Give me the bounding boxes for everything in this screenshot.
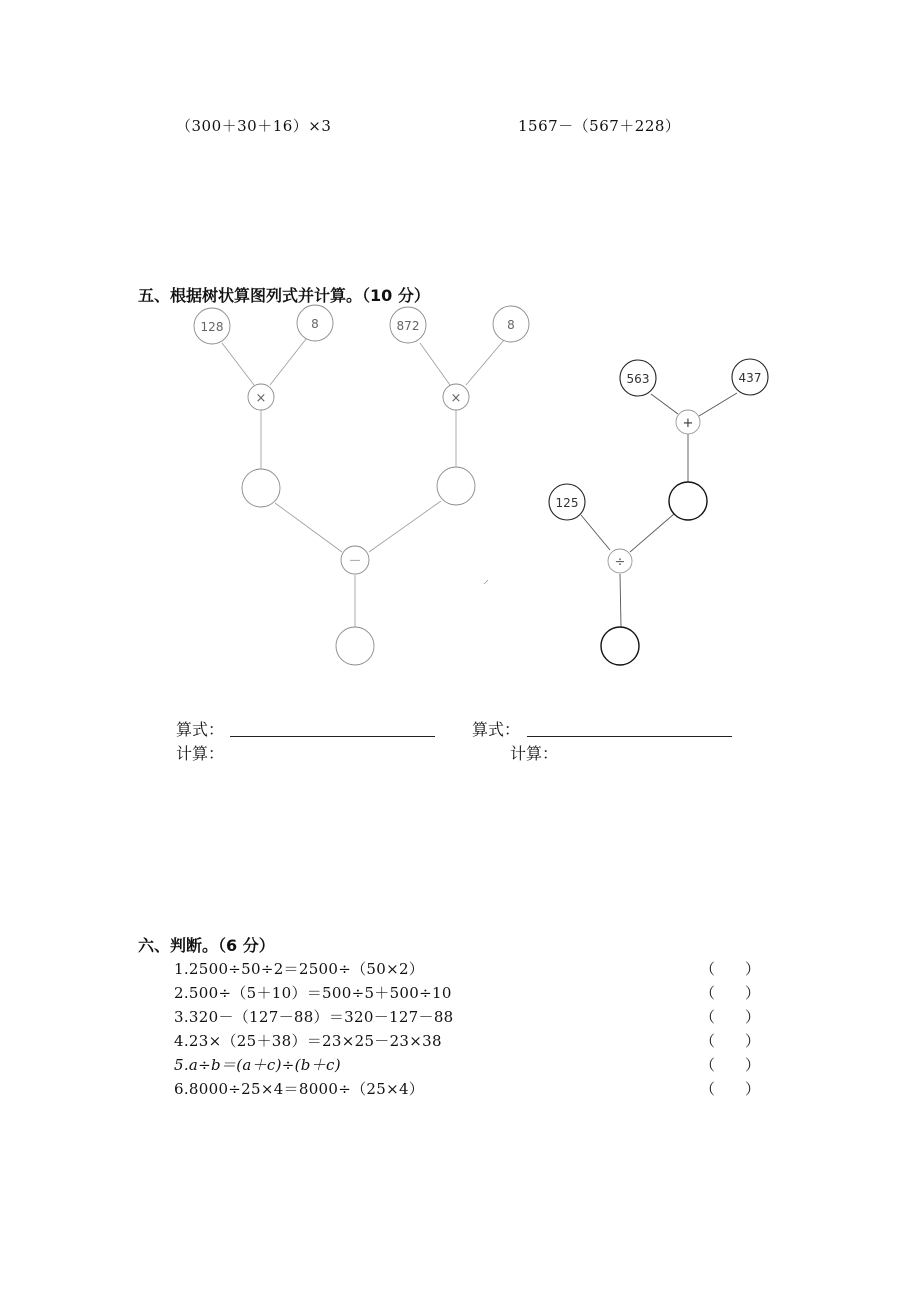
tree1-result-final <box>336 627 374 665</box>
tree1-n1: 128 <box>200 320 224 334</box>
tree1-n3: 872 <box>396 319 420 333</box>
tree1-op1: × <box>255 391 267 406</box>
calc-label-1: 计算： <box>176 744 225 763</box>
judge-item-2: 2.500÷（5＋10）＝500÷5＋500÷10 <box>174 984 452 1002</box>
section5-title: 五、根据树状算图列式并计算。（10 分） <box>138 286 430 305</box>
tree1-n2: 8 <box>311 317 319 331</box>
answer-paren-5[interactable]: （ ） <box>700 1056 761 1074</box>
answer-paren-2[interactable]: （ ） <box>700 984 761 1002</box>
tree2-op1: + <box>682 416 694 431</box>
tree1-result-1 <box>242 469 280 507</box>
tree2-op2: ÷ <box>614 555 626 570</box>
formula-answer-line-2[interactable] <box>527 736 732 737</box>
answer-paren-6[interactable]: （ ） <box>700 1080 761 1098</box>
tree2-result-final <box>601 627 639 665</box>
tree2-n1: 563 <box>626 372 650 386</box>
answer-paren-1[interactable]: （ ） <box>700 960 761 978</box>
calc-label-2: 计算： <box>510 744 559 763</box>
tree2-result-1 <box>669 482 707 520</box>
answer-paren-3[interactable]: （ ） <box>700 1008 761 1026</box>
tree1-n4: 8 <box>507 318 515 332</box>
judge-item-4: 4.23×（25＋38）＝23×25－23×38 <box>174 1032 442 1050</box>
answer-paren-4[interactable]: （ ） <box>700 1032 761 1050</box>
tree2-n3: 125 <box>555 496 579 510</box>
top-expression-2: 1567－（567＋228） <box>518 117 681 135</box>
top-expression-1: （300＋30＋16）×3 <box>176 117 332 135</box>
tree1-result-2 <box>437 467 475 505</box>
judge-item-5: 5.a÷b＝(a＋c)÷(b＋c) <box>174 1056 341 1074</box>
tree1-op2: × <box>450 391 462 406</box>
tree1-op3: － <box>348 554 362 569</box>
tree2-n2: 437 <box>738 371 762 385</box>
section6-title: 六、判断。（6 分） <box>138 936 275 955</box>
judge-item-3: 3.320－（127－88）＝320－127－88 <box>174 1008 454 1026</box>
formula-label-1: 算式： <box>176 720 225 739</box>
formula-label-2: 算式： <box>472 720 521 739</box>
judge-item-1: 1.2500÷50÷2＝2500÷（50×2） <box>174 960 425 978</box>
judge-item-6: 6.8000÷25×4＝8000÷（25×4） <box>174 1080 425 1098</box>
formula-answer-line-1[interactable] <box>230 736 435 737</box>
